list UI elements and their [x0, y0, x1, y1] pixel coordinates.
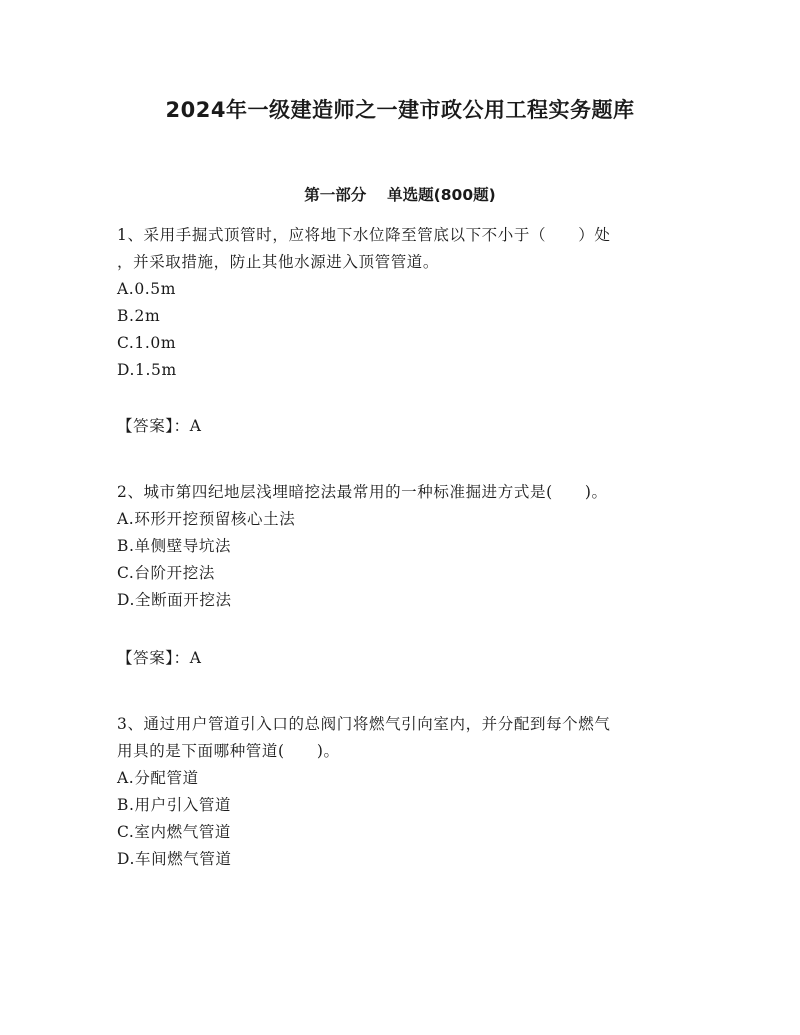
option-d: D.车间燃气管道 [117, 850, 232, 868]
question-stem-line: ，并采取措施，防止其他水源进入顶管管道。 [117, 253, 440, 271]
option-d: D.全断面开挖法 [117, 591, 232, 609]
answer-1: 【答案】：A [117, 417, 202, 435]
question-stem-line: 1、采用手掘式顶管时，应将地下水位降至管底以下不小于（ ）处 [117, 226, 611, 244]
question-3 [117, 711, 687, 873]
question-stem-line: 用具的是下面哪种管道( )。 [117, 742, 340, 760]
option-a: A.0.5m [117, 280, 177, 298]
option-c: C.1.0m [117, 334, 177, 352]
question-2 [117, 479, 687, 614]
option-c: C.室内燃气管道 [117, 823, 232, 841]
option-a: A.环形开挖预留核心土法 [117, 510, 296, 528]
answer-2: 【答案】：A [117, 649, 202, 667]
option-c: C.台阶开挖法 [117, 564, 215, 582]
question-stem-line: 2、城市第四纪地层浅埋暗挖法最常用的一种标准掘进方式是( )。 [117, 483, 608, 501]
option-b: B.用户引入管道 [117, 796, 232, 814]
option-d: D.1.5m [117, 361, 177, 379]
section-heading: 第一部分 单选题(800题) [304, 186, 496, 204]
document-title: 2024年一级建造师之一建市政公用工程实务题库 [165, 98, 635, 122]
option-b: B.单侧壁导坑法 [117, 537, 232, 555]
question-stem-line: 3、通过用户管道引入口的总阀门将燃气引向室内，并分配到每个燃气 [117, 715, 611, 733]
option-a: A.分配管道 [117, 769, 199, 787]
question-1 [117, 222, 687, 384]
option-b: B.2m [117, 307, 161, 325]
